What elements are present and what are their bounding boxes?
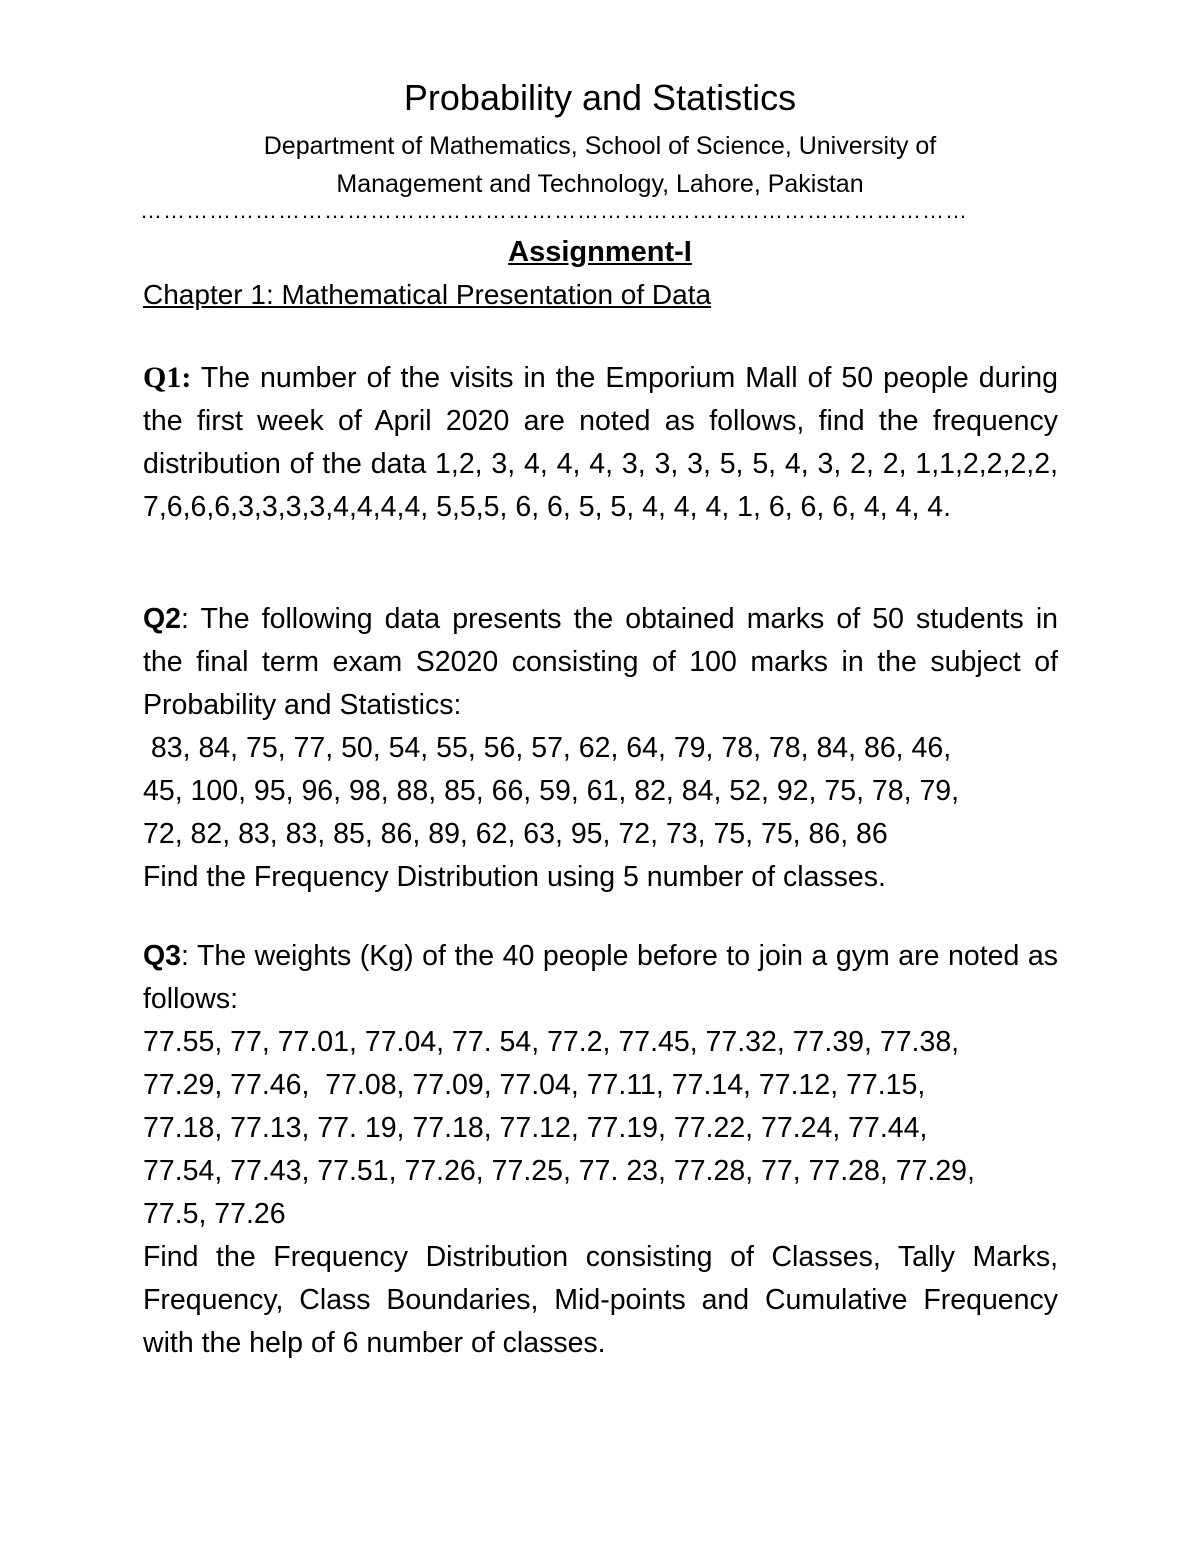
- assignment-title: Assignment-I: [508, 236, 692, 268]
- question-3-data-line-5: 77.5, 77.26: [143, 1198, 286, 1230]
- question-3-data-line-4: 77.54, 77.43, 77.51, 77.26, 77.25, 77. 23, 77.28, 77, 77.28, 77.29,: [143, 1155, 975, 1187]
- question-3-data-line-3: 77.18, 77.13, 77. 19, 77.18, 77.12, 77.19, 77.22, 77.24, 77.44,: [143, 1112, 928, 1144]
- department-line-1: Department of Mathematics, School of Science, University of: [263, 132, 937, 160]
- question-3: [143, 935, 1058, 1365]
- question-3-data-line-2: 77.29, 77.46, 77.08, 77.09, 77.04, 77.11, 77.14, 77.12, 77.15,: [143, 1069, 926, 1101]
- chapter-title: Chapter 1: Mathematical Presentation of Data: [143, 279, 712, 310]
- dotted-separator: ………………………………………………………………………………………………: [140, 198, 968, 223]
- question-3-text: : The weights (Kg) of the 40 people before to join a gym are noted as follows:: [143, 940, 1058, 1015]
- question-1-label: Q1:: [143, 361, 192, 394]
- department-line-2: Management and Technology, Lahore, Pakistan: [336, 170, 864, 198]
- department-info: [150, 127, 1050, 203]
- question-2-data-line-3: 72, 82, 83, 83, 85, 86, 89, 62, 63, 95, 72, 73, 75, 75, 86, 86: [143, 818, 888, 850]
- question-3-instruction: Find the Frequency Distribution consisting of Classes, Tally Marks, Frequency, Class Boundaries, Mid-points and Cumulative Frequency with the help of 6 number of classes.: [143, 1241, 1058, 1359]
- question-2-label: Q2: [143, 603, 182, 635]
- question-2-prompt: [143, 598, 1058, 727]
- question-1-text: The number of the visits in the Emporium Mall of 50 people during the first week of April 2020 are noted as follows, find the frequency distribution of the data 1,2, 3, 4, 4, 4, 3, 3, 3, 5, 5, 4, 3, 2, 2, 1,1,2,2,2,2, 7,6,6,6,3,3,3,3,4,4,4,4, 5,5,5, 6, 6, 5, 5, 4, 4, 4, 1, 6, 6, 6, 4, 4, 4.: [143, 362, 1058, 523]
- question-1: [143, 356, 1058, 529]
- question-2: [143, 598, 1058, 899]
- question-2-instruction: Find the Frequency Distribution using 5 number of classes.: [143, 861, 886, 893]
- question-2-data-line-1: 83, 84, 75, 77, 50, 54, 55, 56, 57, 62, 64, 79, 78, 78, 84, 86, 46,: [143, 732, 952, 764]
- question-3-data-line-1: 77.55, 77, 77.01, 77.04, 77. 54, 77.2, 77.45, 77.32, 77.39, 77.38,: [143, 1026, 960, 1058]
- question-3-prompt: [143, 935, 1058, 1021]
- question-3-label: Q3: [143, 940, 182, 972]
- question-2-text: : The following data presents the obtained marks of 50 students in the final term exam S2020 consisting of 100 marks in the subject of Probability and Statistics:: [143, 603, 1058, 721]
- question-2-data-line-2: 45, 100, 95, 96, 98, 88, 85, 66, 59, 61, 82, 84, 52, 92, 75, 78, 79,: [143, 775, 960, 807]
- document-title: Probability and Statistics: [403, 77, 797, 118]
